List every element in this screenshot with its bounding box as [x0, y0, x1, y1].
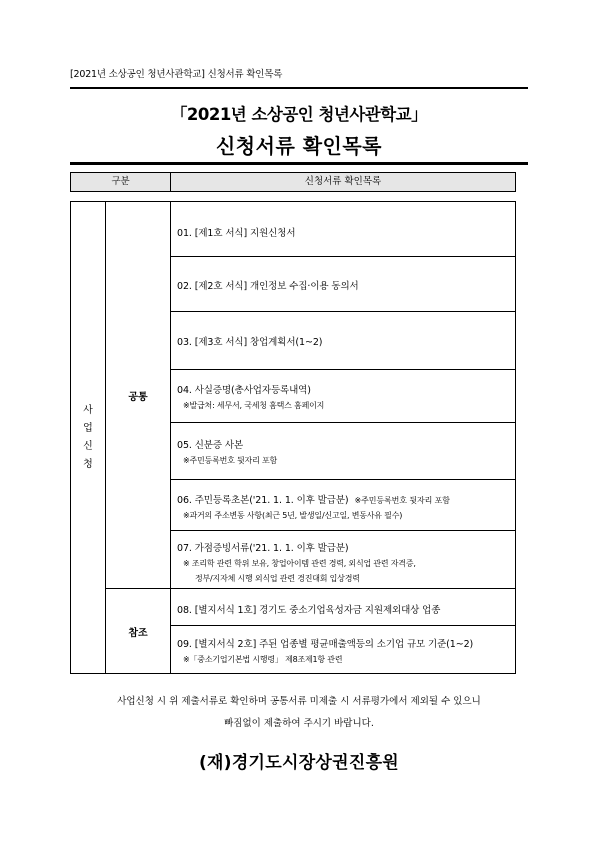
title-divider [70, 162, 528, 165]
table-row [171, 370, 515, 423]
document-subtitle: 신청서류 확인목록 [215, 134, 383, 158]
submission-notice [70, 691, 528, 735]
row-title: 01. [제1호 서식] 지원신청서 [177, 228, 296, 239]
row-note-continued: 정부/지자체 시행 외식업 관련 경진대회 입상경력 [195, 574, 360, 583]
row-title: 07. 가점증빙서류('21. 1. 1. 이후 발급분) [177, 543, 349, 554]
table-row [171, 257, 515, 312]
table-row [171, 589, 515, 626]
row-title: 09. [별지서식 2호] 주된 업종별 평균매출액등의 소기업 규모 기준(1~2) [177, 639, 474, 650]
document-header: [2021년 소상공인 청년사관학교] 신청서류 확인목록 [70, 69, 283, 80]
document-title: 「2021년 소상공인 청년사관학교」 [170, 105, 428, 124]
group-common-label: 공통 [128, 391, 148, 403]
group-common-cell [106, 202, 171, 589]
header-category: 구분 [71, 173, 171, 191]
organization-name: (재)경기도시장상권진흥원 [198, 753, 400, 773]
row-note: ※ 조리학 관련 학위 보유, 창업아이템 관련 경력, 외식업 관련 자격증, [183, 559, 416, 568]
group-reference-cell [106, 589, 171, 673]
row-title: 04. 사실증명(총사업자등록내역) [177, 385, 311, 396]
row-title: 03. [제3호 서식] 창업계획서(1~2) [177, 337, 323, 348]
table-header [70, 172, 516, 192]
row-title: 05. 신분증 사본 [177, 440, 244, 451]
row-title: 08. [별지서식 1호] 경기도 중소기업육성자금 지원제외대상 업종 [177, 605, 441, 616]
row-note: ※과거의 주소변동 사항(최근 5년, 발생일/신고일, 변동사유 필수) [183, 511, 403, 520]
category-cell [71, 202, 106, 673]
row-note: ※주민등록번호 뒷자리 포함 [183, 456, 277, 465]
table-row [171, 531, 515, 589]
row-title [177, 492, 515, 506]
table-row [171, 312, 515, 370]
row-title: 02. [제2호 서식] 개인정보 수집·이용 동의서 [177, 281, 359, 292]
category-label: 사업신청 [83, 404, 93, 470]
group-reference-label: 참조 [128, 627, 148, 639]
checklist-table [70, 201, 516, 674]
header-divider [70, 87, 528, 89]
notice-line-2: 빠짐없이 제출하여 주시기 바랍니다. [224, 718, 374, 729]
row-title-text: 06. 주민등록초본('21. 1. 1. 이후 발급분) [177, 495, 349, 506]
table-row [171, 202, 515, 257]
row-note: ※「중소기업기본법 시행령」 제8조제1항 관련 [183, 655, 343, 664]
header-documents: 신청서류 확인목록 [304, 176, 382, 187]
row-note: ※발급처: 세무서, 국세청 홈택스 홈페이지 [183, 401, 325, 410]
table-row [171, 480, 515, 531]
notice-line-1: 사업신청 시 위 제출서류로 확인하며 공통서류 미제출 시 서류평가에서 제외될 수 있으니 [117, 696, 481, 707]
table-row [171, 626, 515, 673]
row-inline-note: ※주민등록번호 뒷자리 포함 [354, 496, 450, 505]
table-row [171, 423, 515, 480]
